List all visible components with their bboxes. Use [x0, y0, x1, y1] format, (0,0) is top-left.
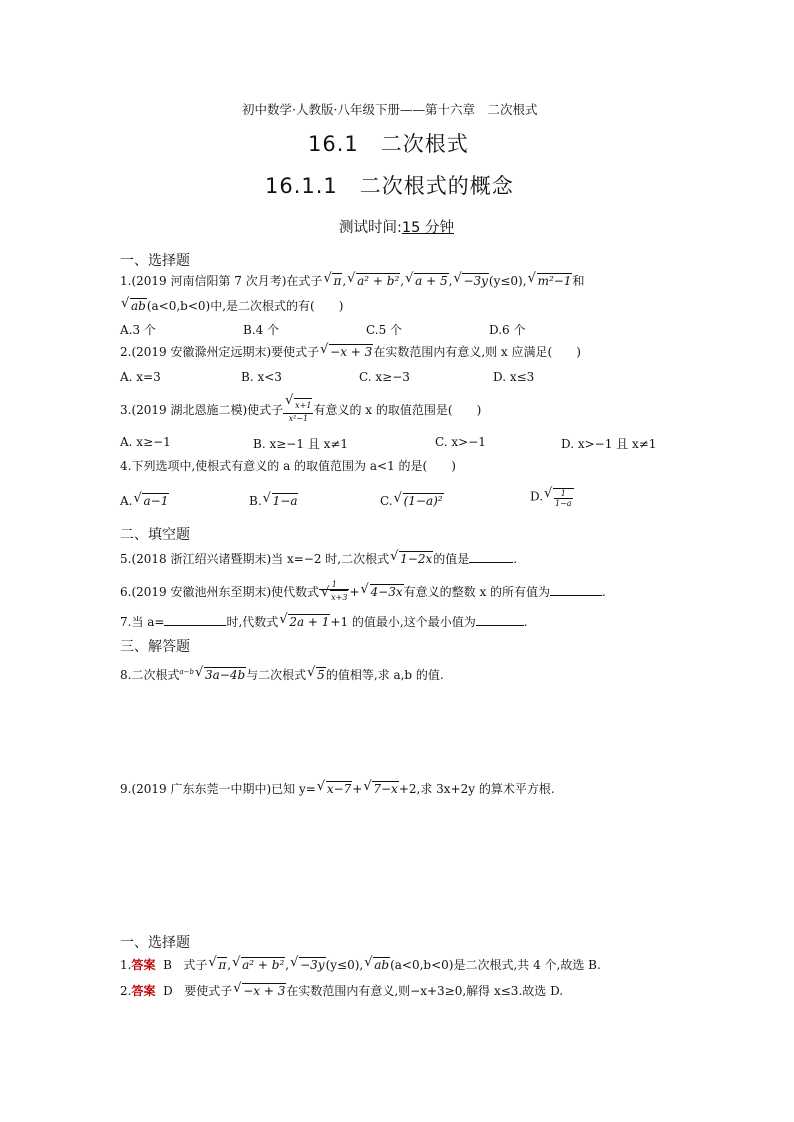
radical-pi: √ π [323, 273, 342, 289]
q3-option-a: A. x≥−1 [120, 435, 171, 449]
q3-option-c: C. x>−1 [435, 435, 486, 449]
q1-option-d: D.6 个 [489, 323, 526, 337]
q7-answer-blank-a[interactable] [164, 613, 226, 626]
question-4: 4.下列选项中,使根式有意义的 a 的取值范围为 a<1 的是( ) [120, 459, 456, 473]
test-time-label: 测试时间: [339, 220, 402, 236]
section-answer-heading: 三、解答题 [120, 639, 190, 655]
q1-option-b: B.4 个 [243, 323, 280, 337]
answer-label: 答案 [131, 984, 156, 998]
q5-answer-blank[interactable] [469, 550, 513, 563]
question-5: 5.(2018 浙江绍兴诸暨期末)当 x=−2 时,二次根式√ 1−2x的值是 . [120, 550, 517, 567]
question-3 [120, 398, 481, 423]
q1-stem: 1.(2019 河南信阳第 7 次月考)在式子 [120, 274, 323, 288]
question-7: 7.当 a= 时,代数式√ 2a + 1+1 的值最小,这个最小值为 . [120, 613, 528, 630]
question-9: 9.(2019 广东东莞一中期中)已知 y=√ x−7+√ 7−x+2,求 3x+2y 的算术平方根. [120, 781, 555, 797]
q1-stem-end: (a<0,b<0)中,是二次根式的有( ) [146, 299, 344, 313]
q2-stem-end: 在实数范围内有意义,则 x 应满足( ) [373, 345, 581, 359]
question-1-line-1: 1.(2019 河南信阳第 7 次月考)在式子√ π,√ a² + b²,√ a + 5,√ −3y(y≤0),√ m²−1和 [120, 273, 584, 289]
q3-stem-end: 有意义的 x 的取值范围是( ) [313, 403, 482, 417]
q3-stem: 3.(2019 湖北恩施二模)使式子 [120, 403, 284, 417]
q2-stem: 2.(2019 安徽滁州定远期末)要使式子 [120, 345, 320, 359]
answer-label: 答案 [131, 958, 156, 972]
page-header: 初中数学·人教版·八年级下册——第十六章 二次根式 [242, 102, 538, 117]
q1-and: 和 [572, 274, 585, 288]
q6-answer-blank[interactable] [550, 583, 602, 596]
section-choice-heading: 一、选择题 [120, 253, 190, 269]
radical-a5: √ a + 5 [405, 273, 448, 289]
radical-m2: √ m²−1 [528, 273, 573, 289]
radical-negx3: √ −x + 3 [320, 344, 373, 360]
q1-condition: (y≤0), [488, 274, 527, 288]
q4-option-d: D. √ $\frac{1}{1-a}$ [530, 488, 574, 508]
section-fill-heading: 二、填空题 [120, 527, 190, 543]
q3-fraction: √ $\frac{x+1}{\text{x²−1}}$ [283, 398, 313, 423]
q4-option-b: B.√ 1−a [249, 493, 298, 508]
answer-1: 1.答案 B 式子√ π,√ a² + b²,√ −3y(y≤0),√ ab(a<0,b<0)是二次根式,共 4 个,故选 B. [120, 957, 601, 973]
subsection-title: 16.1.1 二次根式的概念 [265, 174, 514, 198]
question-6: 6.(2019 安徽池州东至期末)使代数式 1 √ x+3 +√ 4−3x有意义的整数 x 的所有值为 . [120, 580, 606, 605]
q2-option-a: A. x=3 [120, 370, 161, 384]
q2-option-d: D. x≤3 [493, 370, 535, 384]
radical-ab: √ ab [121, 298, 147, 314]
question-1-line-2 [120, 298, 343, 314]
q7-answer-blank-min[interactable] [476, 613, 524, 626]
question-8: 8.二次根式$^{a-b}$√ 3a−4b与二次根式√ 5的值相等,求 a,b 的值. [120, 664, 444, 683]
radical-a2b2: √ a² + b² [347, 273, 400, 289]
answer-2: 2.答案 D 要使式子√ −x + 3在实数范围内有意义,则−x+3≥0,解得 x≤3.故选 D. [120, 983, 563, 999]
test-time [339, 216, 454, 237]
q4-option-c: C.√ (1−a)² [380, 493, 444, 508]
q2-option-b: B. x<3 [241, 370, 282, 384]
q2-option-c: C. x≥−3 [359, 370, 410, 384]
question-2 [120, 344, 581, 360]
test-time-value: 15 分钟 [401, 220, 454, 236]
q1-option-c: C.5 个 [366, 323, 403, 337]
answers-choice-heading: 一、选择题 [120, 935, 190, 951]
radical-neg3y: √ −3y [453, 273, 488, 289]
q4-option-a: A.√ a−1 [120, 493, 169, 508]
section-title: 16.1 二次根式 [308, 132, 469, 156]
q3-option-d: D. x>−1 且 x≠1 [561, 437, 657, 451]
q3-option-b: B. x≥−1 且 x≠1 [253, 437, 349, 451]
q1-option-a: A.3 个 [120, 323, 156, 337]
